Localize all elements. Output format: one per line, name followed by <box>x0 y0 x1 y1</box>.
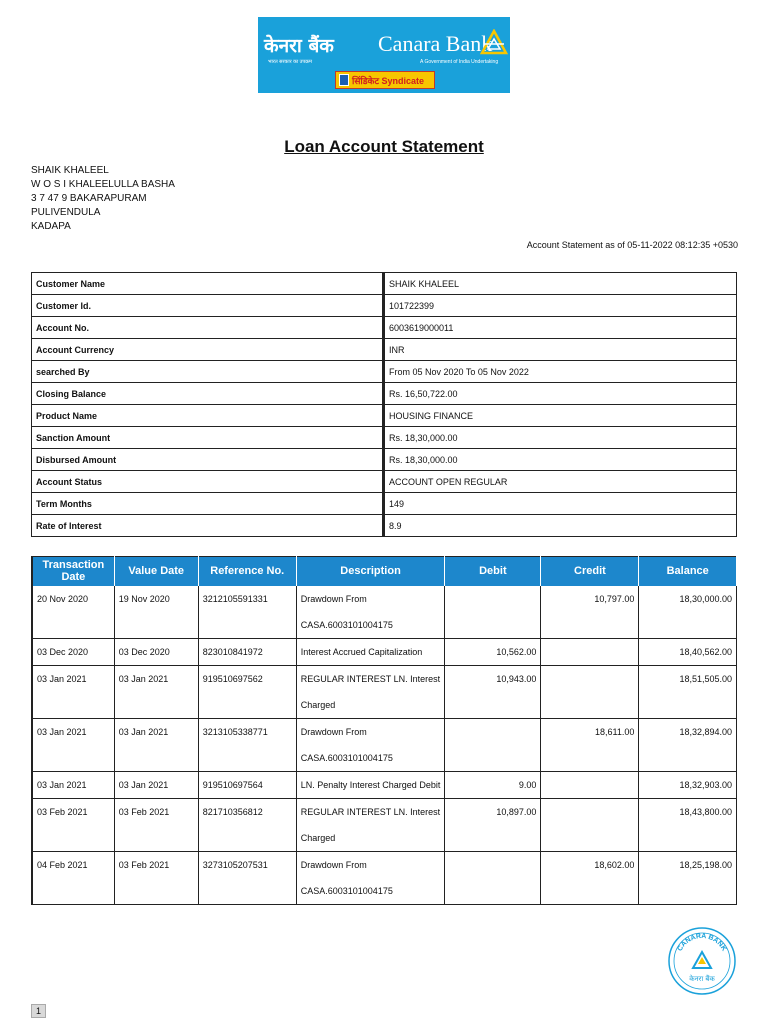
balance-cell-text: 18,32,903.00 <box>679 779 732 790</box>
txn-date-cell-text: 03 Jan 2021 <box>37 726 87 737</box>
reference-cell-text: 919510697562 <box>202 673 263 684</box>
info-value: 101722399 <box>384 295 737 317</box>
info-row <box>32 383 737 405</box>
transaction-row <box>32 798 737 851</box>
info-label: searched By <box>32 361 384 383</box>
balance-cell-text: 18,51,505.00 <box>679 673 732 684</box>
balance-cell <box>639 771 737 798</box>
info-label: Disbursed Amount <box>32 449 384 471</box>
info-value: ACCOUNT OPEN REGULAR <box>384 471 737 493</box>
balance-cell-text: 18,30,000.00 <box>679 593 732 604</box>
credit-cell-text: 10,797.00 <box>594 593 635 604</box>
description-line: CASA.6003101004175 <box>300 885 393 896</box>
address-line: SHAIK KHALEEL <box>31 165 109 176</box>
reference-cell <box>198 798 296 851</box>
balance-cell <box>639 665 737 718</box>
header-reference-no: Reference No. <box>198 557 296 586</box>
txn-date-cell-text: 04 Feb 2021 <box>37 859 88 870</box>
value-date-cell-text: 03 Feb 2021 <box>118 806 170 817</box>
txn-date-cell <box>32 586 114 639</box>
info-value: From 05 Nov 2020 To 05 Nov 2022 <box>384 361 737 383</box>
logo-english-name: Canara Bank <box>378 31 493 56</box>
canara-bank-logo <box>258 17 510 93</box>
txn-date-cell <box>32 665 114 718</box>
svg-text:CANARA BANK <box>677 933 728 953</box>
debit-cell <box>445 851 541 904</box>
description-line: CASA.6003101004175 <box>300 752 393 763</box>
info-row <box>32 449 737 471</box>
reference-cell <box>198 851 296 904</box>
reference-cell-text: 3213105338771 <box>202 726 268 737</box>
debit-cell-text <box>445 586 540 612</box>
transaction-row <box>32 851 737 904</box>
txn-date-cell-text: 03 Dec 2020 <box>37 646 89 657</box>
reference-cell-text: 823010841972 <box>202 646 263 657</box>
info-label: Customer Name <box>32 273 384 295</box>
description-line: Interest Accrued Capitalization <box>300 646 423 657</box>
debit-cell <box>445 665 541 718</box>
info-value: Rs. 18,30,000.00 <box>384 449 737 471</box>
info-label: Rate of Interest <box>32 515 384 537</box>
credit-cell <box>541 665 639 718</box>
txn-date-cell <box>32 771 114 798</box>
info-label: Product Name <box>32 405 384 427</box>
credit-cell-text: 18,611.00 <box>595 726 635 737</box>
statement-date: Account Statement as of 05-11-2022 08:12:35 +0530 <box>526 240 738 250</box>
transactions-header-row <box>32 557 737 586</box>
credit-cell-text <box>541 666 638 692</box>
logo-tagline-english: A Government of India Undertaking <box>420 59 499 65</box>
debit-cell <box>445 586 541 639</box>
value-date-cell-text: 03 Dec 2020 <box>118 646 170 657</box>
balance-cell-text: 18,32,894.00 <box>679 726 732 737</box>
description-line: Charged <box>300 699 336 710</box>
txn-date-cell <box>32 718 114 771</box>
syndicate-label: सिंडिकेट Syndicate <box>352 75 425 86</box>
value-date-cell-text: 03 Feb 2021 <box>118 859 170 870</box>
value-date-cell <box>114 798 198 851</box>
description-cell <box>296 665 445 718</box>
reference-cell <box>198 665 296 718</box>
debit-cell-text <box>445 852 540 878</box>
info-row <box>32 493 737 515</box>
debit-cell-text: 10,897.00 <box>496 806 537 817</box>
transaction-row <box>32 586 737 639</box>
txn-date-cell <box>32 851 114 904</box>
credit-cell <box>541 638 639 665</box>
description-cell <box>296 771 445 798</box>
address-line: PULIVENDULA <box>31 207 101 218</box>
header-credit: Credit <box>541 557 639 586</box>
debit-cell-text: 9.00 <box>518 779 537 790</box>
balance-cell <box>639 798 737 851</box>
debit-cell <box>445 798 541 851</box>
credit-cell <box>541 771 639 798</box>
credit-cell <box>541 586 639 639</box>
value-date-cell <box>114 665 198 718</box>
value-date-cell <box>114 638 198 665</box>
canara-bank-seal <box>667 926 737 996</box>
account-info-table <box>31 272 737 537</box>
description-cell <box>296 851 445 904</box>
info-label: Term Months <box>32 493 384 515</box>
debit-cell-text <box>445 719 540 745</box>
header-value-date: Value Date <box>114 557 198 586</box>
info-value: INR <box>384 339 737 361</box>
debit-cell <box>445 771 541 798</box>
info-value: HOUSING FINANCE <box>384 405 737 427</box>
transaction-row <box>32 771 737 798</box>
debit-cell <box>445 718 541 771</box>
transaction-row <box>32 718 737 771</box>
balance-cell-text: 18,40,562.00 <box>679 646 732 657</box>
info-row <box>32 295 737 317</box>
description-cell <box>296 638 445 665</box>
address-line: W O S I KHALEELULLA BASHA <box>31 179 175 190</box>
description-line: Drawdown From <box>300 726 367 737</box>
description-line: CASA.6003101004175 <box>300 619 393 630</box>
info-label: Account Currency <box>32 339 384 361</box>
credit-cell <box>541 851 639 904</box>
description-cell <box>296 718 445 771</box>
txn-date-cell <box>32 798 114 851</box>
header-debit: Debit <box>445 557 541 586</box>
debit-cell-text: 10,562.00 <box>496 646 537 657</box>
value-date-cell <box>114 586 198 639</box>
page-number: 1 <box>31 1004 46 1018</box>
value-date-cell-text: 03 Jan 2021 <box>118 779 169 790</box>
credit-cell <box>541 718 639 771</box>
description-line: LN. Penalty Interest Charged Debit <box>300 779 441 790</box>
credit-cell-text <box>541 772 638 798</box>
info-row <box>32 361 737 383</box>
customer-address <box>31 164 175 234</box>
credit-cell-text: 18,602.00 <box>594 859 635 870</box>
txn-date-cell-text: 03 Feb 2021 <box>37 806 88 817</box>
credit-cell <box>541 798 639 851</box>
syndicate-icon <box>339 74 349 86</box>
txn-date-cell-text: 03 Jan 2021 <box>37 779 87 790</box>
transaction-row <box>32 665 737 718</box>
value-date-cell <box>114 851 198 904</box>
value-date-cell <box>114 718 198 771</box>
info-row <box>32 471 737 493</box>
seal-bottom-text: केनरा बैंक <box>689 975 715 983</box>
info-row <box>32 273 737 295</box>
debit-cell-text: 10,943.00 <box>496 673 537 684</box>
reference-cell-text: 3273105207531 <box>202 859 268 870</box>
value-date-cell-text: 03 Jan 2021 <box>118 726 169 737</box>
txn-date-cell <box>32 638 114 665</box>
transaction-row <box>32 638 737 665</box>
info-value: Rs. 16,50,722.00 <box>384 383 737 405</box>
txn-date-cell-text: 03 Jan 2021 <box>37 673 87 684</box>
info-label: Customer Id. <box>32 295 384 317</box>
address-line: 3 7 47 9 BAKARAPURAM <box>31 193 147 204</box>
info-row <box>32 405 737 427</box>
description-line: Drawdown From <box>300 593 367 604</box>
info-row <box>32 317 737 339</box>
info-label: Sanction Amount <box>32 427 384 449</box>
info-label: Closing Balance <box>32 383 384 405</box>
balance-cell <box>639 718 737 771</box>
description-cell <box>296 798 445 851</box>
reference-cell-text: 3212105591331 <box>202 593 268 604</box>
description-line: REGULAR INTEREST LN. Interest <box>300 806 441 817</box>
value-date-cell-text: 03 Jan 2021 <box>118 673 169 684</box>
description-line: Drawdown From <box>300 859 367 870</box>
info-row <box>32 339 737 361</box>
header-transaction-date: Transaction Date <box>32 557 114 586</box>
credit-cell-text <box>541 799 638 825</box>
debit-cell <box>445 638 541 665</box>
info-row <box>32 515 737 537</box>
credit-cell-text <box>541 639 638 665</box>
page-title: Loan Account Statement <box>284 137 484 156</box>
description-cell <box>296 586 445 639</box>
reference-cell <box>198 718 296 771</box>
seal-top-text: CANARA BANK <box>676 932 728 953</box>
info-value: 6003619000011 <box>384 317 737 339</box>
balance-cell <box>639 851 737 904</box>
info-value: Rs. 18,30,000.00 <box>384 427 737 449</box>
balance-cell <box>639 586 737 639</box>
info-row <box>32 427 737 449</box>
reference-cell <box>198 586 296 639</box>
reference-cell-text: 919510697564 <box>202 779 263 790</box>
balance-cell-text: 18,43,800.00 <box>679 806 732 817</box>
info-value: 149 <box>384 493 737 515</box>
address-line: KADAPA <box>31 221 71 232</box>
info-value: SHAIK KHALEEL <box>384 273 737 295</box>
reference-cell <box>198 771 296 798</box>
transactions-table <box>31 556 737 905</box>
logo-tagline-hindi: भारत सरकार का उपक्रम <box>268 59 313 65</box>
canara-triangle-icon <box>480 29 508 55</box>
logo-hindi-name: केनरा बैंक <box>264 35 334 57</box>
info-label: Account No. <box>32 317 384 339</box>
header-description: Description <box>296 557 445 586</box>
info-label: Account Status <box>32 471 384 493</box>
value-date-cell-text: 19 Nov 2020 <box>118 593 170 604</box>
balance-cell <box>639 638 737 665</box>
reference-cell-text: 821710356812 <box>202 806 263 817</box>
reference-cell <box>198 638 296 665</box>
description-line: Charged <box>300 832 336 843</box>
value-date-cell <box>114 771 198 798</box>
syndicate-badge <box>335 71 435 89</box>
info-value: 8.9 <box>384 515 737 537</box>
header-balance: Balance <box>639 557 737 586</box>
txn-date-cell-text: 20 Nov 2020 <box>37 593 89 604</box>
description-line: REGULAR INTEREST LN. Interest <box>300 673 441 684</box>
balance-cell-text: 18,25,198.00 <box>679 859 732 870</box>
